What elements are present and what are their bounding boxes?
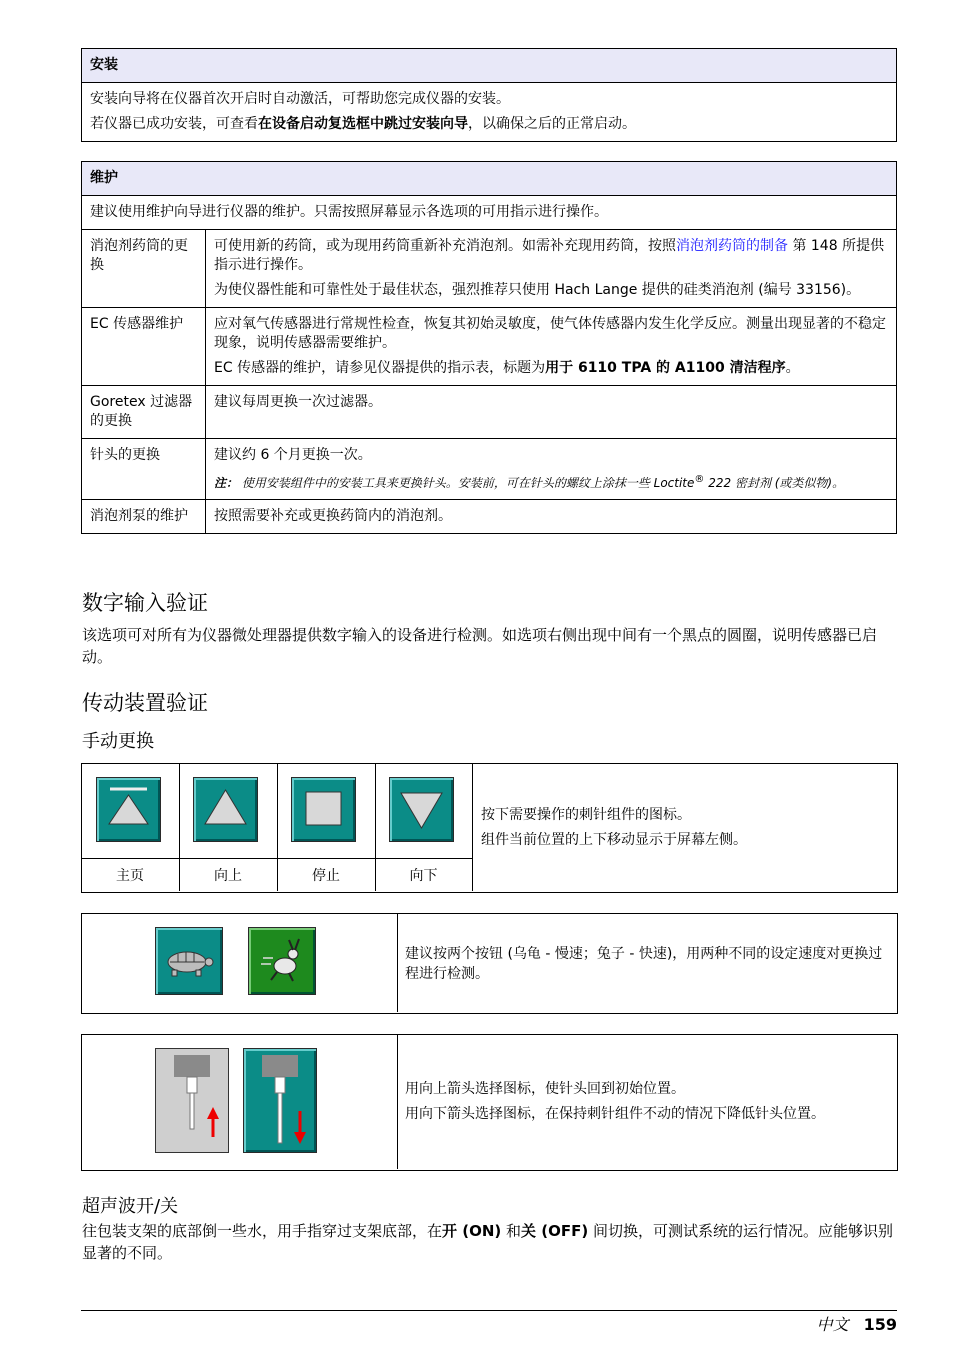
square-stop-icon — [292, 778, 355, 841]
install-line2: 若仪器已成功安装，可查看在设备启动复选框中跳过安装向导，以确保之后的正常启动。 — [90, 116, 636, 132]
row-label: 消泡剂药筒的更换 — [82, 230, 206, 308]
maintenance-intro: 建议使用维护向导进行仪器的维护。只需按照屏幕显示各选项的可用指示进行操作。 — [82, 196, 897, 230]
needle-description: 用向上箭头选择图标，使针头回到初始位置。 用向下箭头选择图标，在保持刺针组件不动的情况下降低针头位置。 — [405, 1081, 825, 1122]
table-row: EC 传感器维护 应对氧气传感器进行常规性检查，恢复其初始灵敏度，使气体传感器内发生化学反应。测量出现显著的不稳定现象，说明传感器需要维护。 EC 传感器的维护，请参见仪器提供的指示表，标题为用于 6110 TPA 的 A1100 清洁程序。 — [82, 308, 897, 386]
section-title-actuator: 传动装置验证 — [82, 691, 208, 715]
speed-description: 建议按两个按钮 (乌龟 - 慢速；兔子 - 快速)，用两种不同的设定速度对更换过程进行检测。 — [405, 946, 883, 982]
ultrasonic-text: 往包装支架的底部倒一些水，用手指穿过支架底部，在开 (ON) 和关 (OFF) 间切换，可测试系统的运行情况。应能够识别显著的不同。 — [82, 1222, 894, 1262]
subsection-title-manual: 手动更换 — [82, 731, 154, 752]
needle-up-icon — [156, 1049, 228, 1152]
home-icon — [97, 778, 160, 841]
table-row: 消泡剂药筒的更换 可使用新的药筒，或为现用药筒重新补充消泡剂。如需补充现用药筒，按照消泡剂药筒的制备 第 148 所提供指示进行操作。 为使仪器性能和可靠性处于最佳状态，强烈推荐只使用 Hach Lange 提供的硅类消泡剂 (编号 33156)。 — [82, 230, 897, 308]
slow-speed-button[interactable] — [155, 927, 223, 995]
table-row: 消泡剂泵的维护 按照需要补充或更换药筒内的消泡剂。 — [82, 500, 897, 534]
stop-button[interactable] — [291, 777, 356, 842]
down-caption: 向下 — [409, 868, 438, 884]
needle-down-button[interactable] — [243, 1048, 317, 1153]
footer-language: 中文 — [816, 1315, 849, 1334]
row-label: 针头的更换 — [82, 439, 206, 500]
needle-down-icon — [244, 1049, 316, 1152]
home-caption: 主页 — [116, 868, 144, 884]
install-table — [81, 48, 897, 142]
footer-divider — [81, 1310, 897, 1311]
defoamer-prep-link[interactable]: 消泡剂药筒的制备 — [676, 238, 788, 254]
stop-caption: 停止 — [312, 868, 340, 884]
footer — [816, 1312, 897, 1335]
table-row: Goretex 过滤器的更换 建议每周更换一次过滤器。 — [82, 386, 897, 439]
down-button[interactable] — [389, 777, 454, 842]
install-header: 安装 — [82, 49, 897, 83]
skip-wizard-option: 在设备启动复选框中跳过安装向导 — [258, 116, 468, 132]
row-label: Goretex 过滤器的更换 — [82, 386, 206, 439]
digital-text: 该选项可对所有为仪器微处理器提供数字输入的设备进行检测。如选项右侧出现中间有一个黑点的圆圈，说明传感器已启动。 — [82, 626, 878, 666]
turtle-icon — [156, 928, 222, 994]
triangle-up-icon — [194, 778, 257, 841]
buttons-description: 按下需要操作的刺针组件的图标。 组件当前位置的上下移动显示于屏幕左侧。 — [481, 807, 747, 848]
page-number: 159 — [863, 1315, 897, 1334]
fast-speed-button[interactable] — [248, 927, 316, 995]
subsection-title-ultrasonic: 超声波开/关 — [82, 1196, 179, 1217]
home-button[interactable] — [96, 777, 161, 842]
maintenance-table — [81, 161, 897, 534]
table-row: 针头的更换 建议约 6 个月更换一次。 注： 使用安装组件中的安装工具来更换针头。安装前，可在针头的螺纹上涂抹一些 Loctite® 222 密封剂 (或类似物)。 — [82, 439, 897, 500]
triangle-down-icon — [390, 778, 453, 841]
needle-up-button[interactable] — [155, 1048, 229, 1153]
rabbit-icon — [249, 928, 315, 994]
row-label: 消泡剂泵的维护 — [82, 500, 206, 534]
maintenance-header: 维护 — [82, 162, 897, 196]
up-caption: 向上 — [214, 868, 242, 884]
note: 注： 使用安装组件中的安装工具来更换针头。安装前，可在针头的螺纹上涂抹一些 Loctite® 222 密封剂 (或类似物)。 — [214, 474, 845, 490]
up-button[interactable] — [193, 777, 258, 842]
section-title-digital: 数字输入验证 — [82, 591, 208, 615]
install-line1: 安装向导将在仪器首次开启时自动激活，可帮助您完成仪器的安装。 — [90, 91, 510, 107]
row-label: EC 传感器维护 — [82, 308, 206, 386]
